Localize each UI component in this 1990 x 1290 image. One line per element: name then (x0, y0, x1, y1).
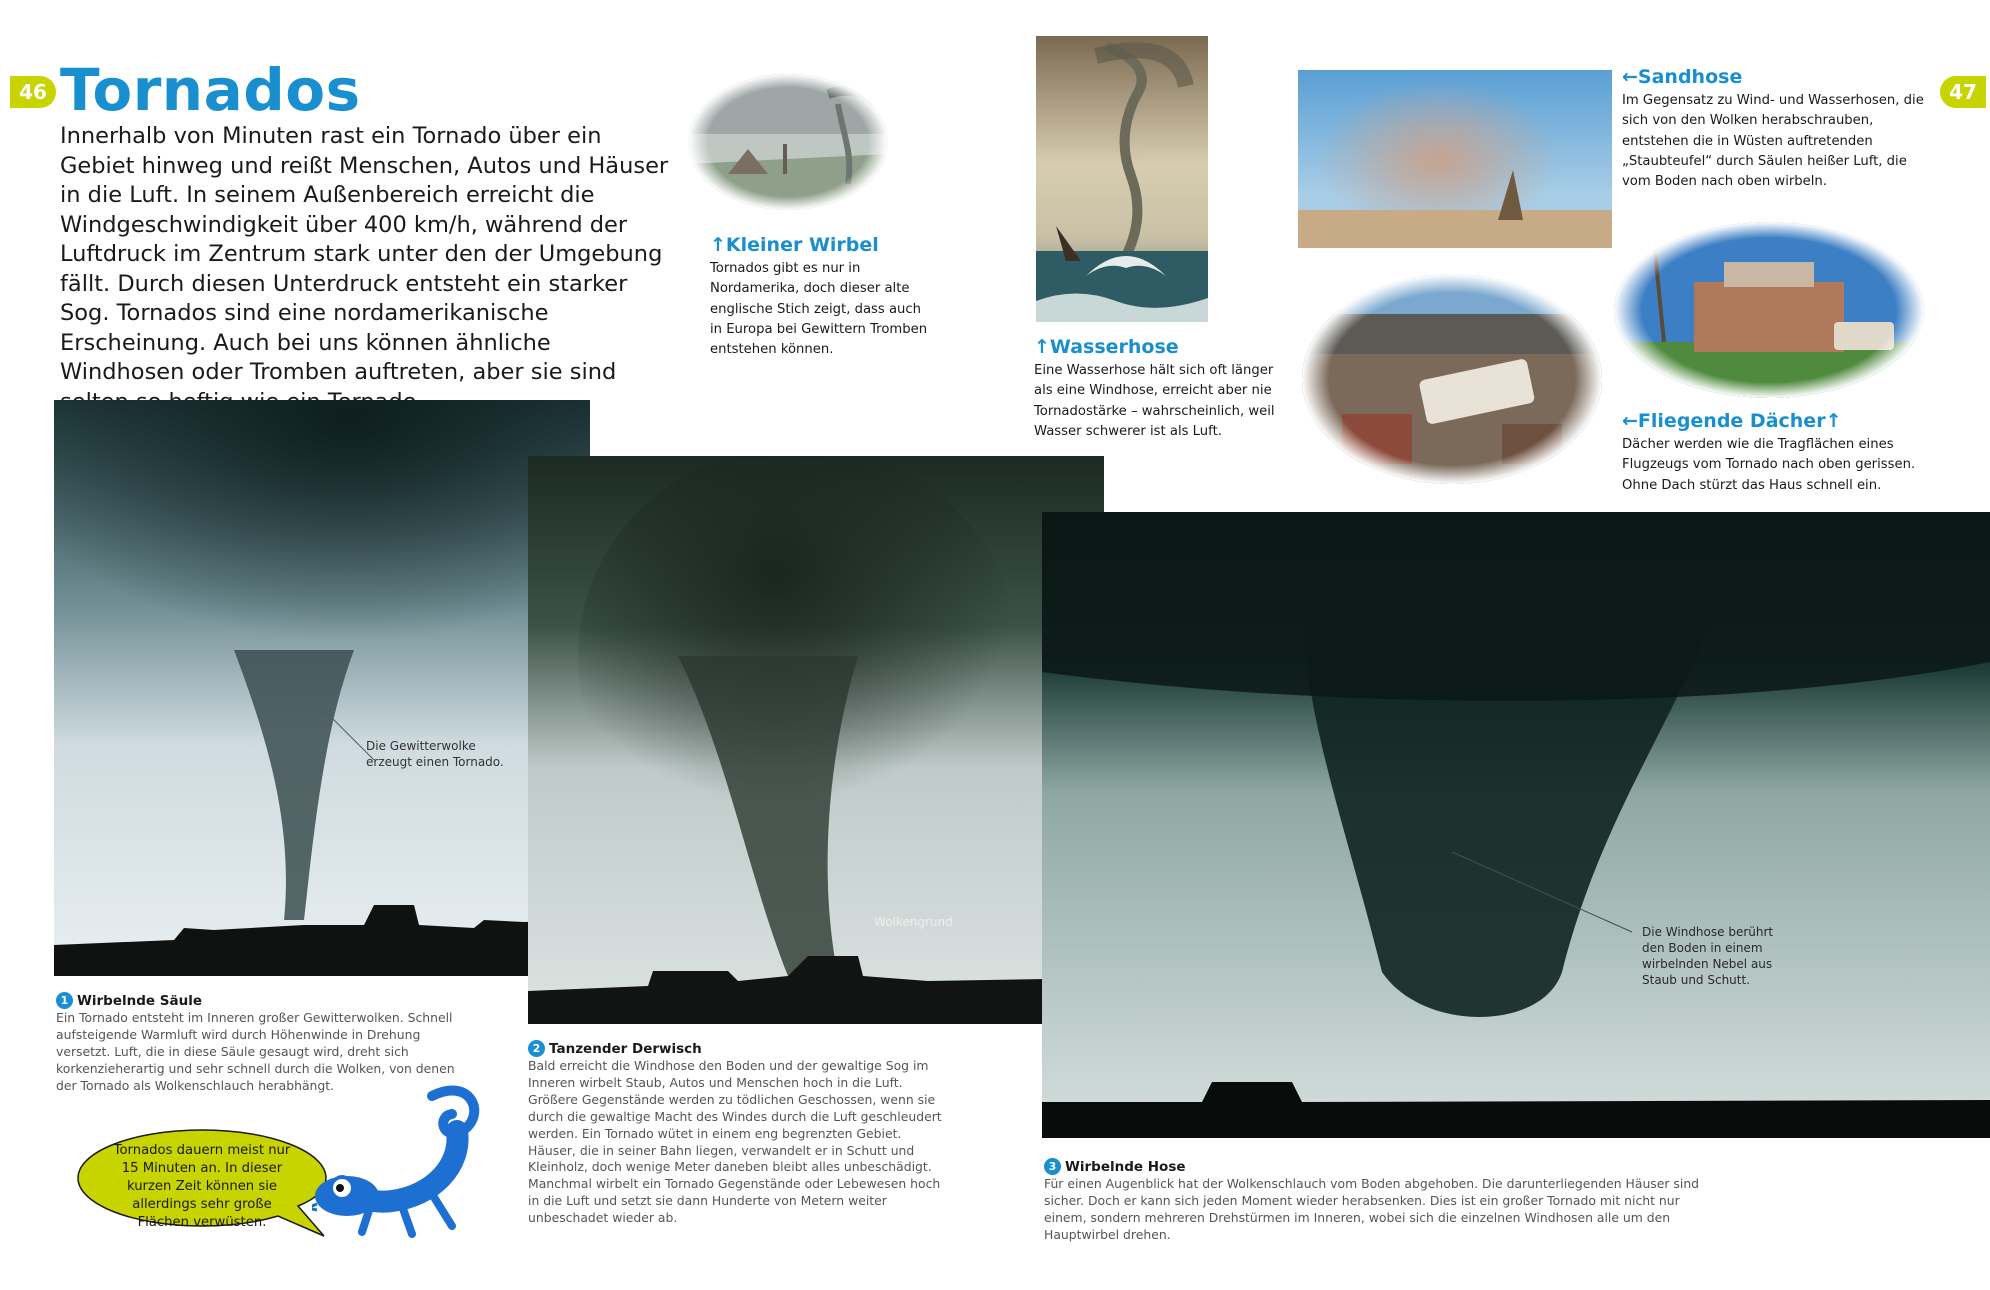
caption-2 (528, 1040, 948, 1227)
number-badge: 2 (528, 1040, 545, 1057)
sidebar-heading: Kleiner Wirbel (725, 234, 879, 256)
caption-text: Ein Tornado entsteht im Inneren großer Gewitterwolken. Schnell aufsteigende Warmluft wird durch Höhenwinde in Drehung versetzt. Luft, die in diese Säule gesaugt wird, dreht sich korkenzieherartig und sehr schnell durch die Wolken, von denen der Tornado als Wolkenschlauch herabhängt. (56, 1010, 455, 1093)
up-arrow-icon: ↑ (1825, 410, 1842, 432)
tornado-photo-1 (54, 400, 590, 976)
sidebar-text: Tornados gibt es nur in Nordamerika, doch dieser alte englische Stich zeigt, dass auch in Europa bei Gewittern Tromben entstehen können. (710, 261, 928, 358)
tornado-photo-3 (1042, 512, 1990, 1138)
damaged-house-oval-photo (1614, 222, 1924, 398)
up-arrow-icon: ↑ (1034, 336, 1050, 358)
number-badge: 3 (1044, 1158, 1061, 1175)
sidebar-sandhose (1622, 66, 1932, 192)
sidebar-heading: Fliegende Dächer (1637, 410, 1826, 432)
engraving-oval-image (688, 74, 888, 210)
left-arrow-icon: ← (1622, 410, 1638, 432)
sidebar-wasserhose (1034, 336, 1284, 442)
caption-heading: Tanzender Derwisch (549, 1040, 702, 1057)
tornado-photo-2 (528, 456, 1104, 1024)
photo-annotation: Die Gewitterwolke erzeugt einen Tornado. (366, 739, 504, 769)
intro-text: Innerhalb von Minuten rast ein Tornado über ein Gebiet hinweg und reißt Menschen, Autos und Häuser in die Luft. In seinem Außenbereich erreicht die Windgeschwindigkeit über 400 km/h, während der Luftdruck im Zentrum stark unter den der Umgebung fällt. Durch diesen Unterdruck entsteht ein starker Sog. Tornados sind eine nordamerikanische Erscheinung. Auch bei uns können ähnliche Windhosen oder Tromben auftreten, aber sie sind (60, 123, 669, 385)
photo-annotation: Die Windhose berührt den Boden in einem wirbelnden Nebel aus Staub und Schutt. (1642, 925, 1774, 987)
caption-text: Bald erreicht die Windhose den Boden und der gewaltige Sog im Inneren wirbelt Staub, Autos und Menschen hoch in die Luft. Größere Gegenstände werden zu tödlichen Geschossen, wenn sie durch die gewaltige Macht des Windes durch die Luft geschleudert werden. Ein Tornado wütet in einem eng begrenzten Gebiet. Häuser, die in seiner Bahn liegen, verwandelt er in Schutt und Kleinholz, doch wenige Meter daneben bleibt alles unbeschädigt. Manchmal wirbelt ein Tornado Gegenstände oder Lebewesen hoch in die Luft und setzt sie dann Hunderte von Metern weiter unbeschadet wieder ab. (528, 1058, 942, 1226)
sidebar-kleiner-wirbel (710, 234, 930, 360)
page-title: Tornados (60, 56, 361, 124)
left-arrow-icon: ← (1622, 66, 1638, 88)
number-badge: 1 (56, 992, 73, 1009)
up-arrow-icon: ↑ (710, 234, 726, 256)
waterspout-painting-image (1036, 36, 1208, 322)
debris-oval-photo (1302, 274, 1602, 484)
caption-text: Für einen Augenblick hat der Wolkenschlauch vom Boden abgehoben. Die darunterliegenden Häuser sind sicher. Doch er kann sich jeden Moment wieder herabsenken. Dies ist ein großer Tornado mit nicht nur einem, sondern mehreren Drehstürmen im Inneren, wobei sich die einzelnen Windhosen alle um den Hauptwirbel drehen. (1044, 1176, 1700, 1242)
page-number-left: 46 (10, 76, 56, 108)
photo-annotation: Wolkengrund (874, 915, 953, 929)
caption-3 (1044, 1158, 1704, 1244)
sidebar-text: Im Gegensatz zu Wind- und Wasserhosen, die sich von den Wolken herabschrauben, entstehen die in Wüsten auftretenden „Staubteufel“ durch Säulen heißer Luft, die vom Boden nach oben wirbeln. (1622, 93, 1924, 190)
sidebar-text: Eine Wasserhose hält sich oft länger als eine Windhose, erreicht aber nie Tornadostärke – wahrscheinlich, weil Wasser schwerer ist als Luft. (1034, 363, 1275, 439)
dust-devil-photo (1298, 70, 1612, 248)
sidebar-fliegende-daecher (1622, 410, 1932, 496)
chameleon-mascot-image (312, 1076, 492, 1246)
sidebar-heading: Wasserhose (1049, 336, 1179, 358)
speech-bubble-text: Tornados dauern meist nur 15 Minuten an. In dieser kurzen Zeit können sie allerdings sehr große Flächen verwüsten. (113, 1143, 291, 1230)
sidebar-text: Dächer werden wie die Tragflächen eines Flugzeugs vom Tornado nach oben gerissen. Ohne Dach stürzt das Haus schnell ein. (1622, 437, 1916, 493)
sidebar-heading: Sandhose (1637, 66, 1743, 88)
caption-heading: Wirbelnde Hose (1065, 1158, 1186, 1175)
caption-heading: Wirbelnde Säule (77, 992, 202, 1009)
page-number-right: 47 (1940, 76, 1986, 108)
